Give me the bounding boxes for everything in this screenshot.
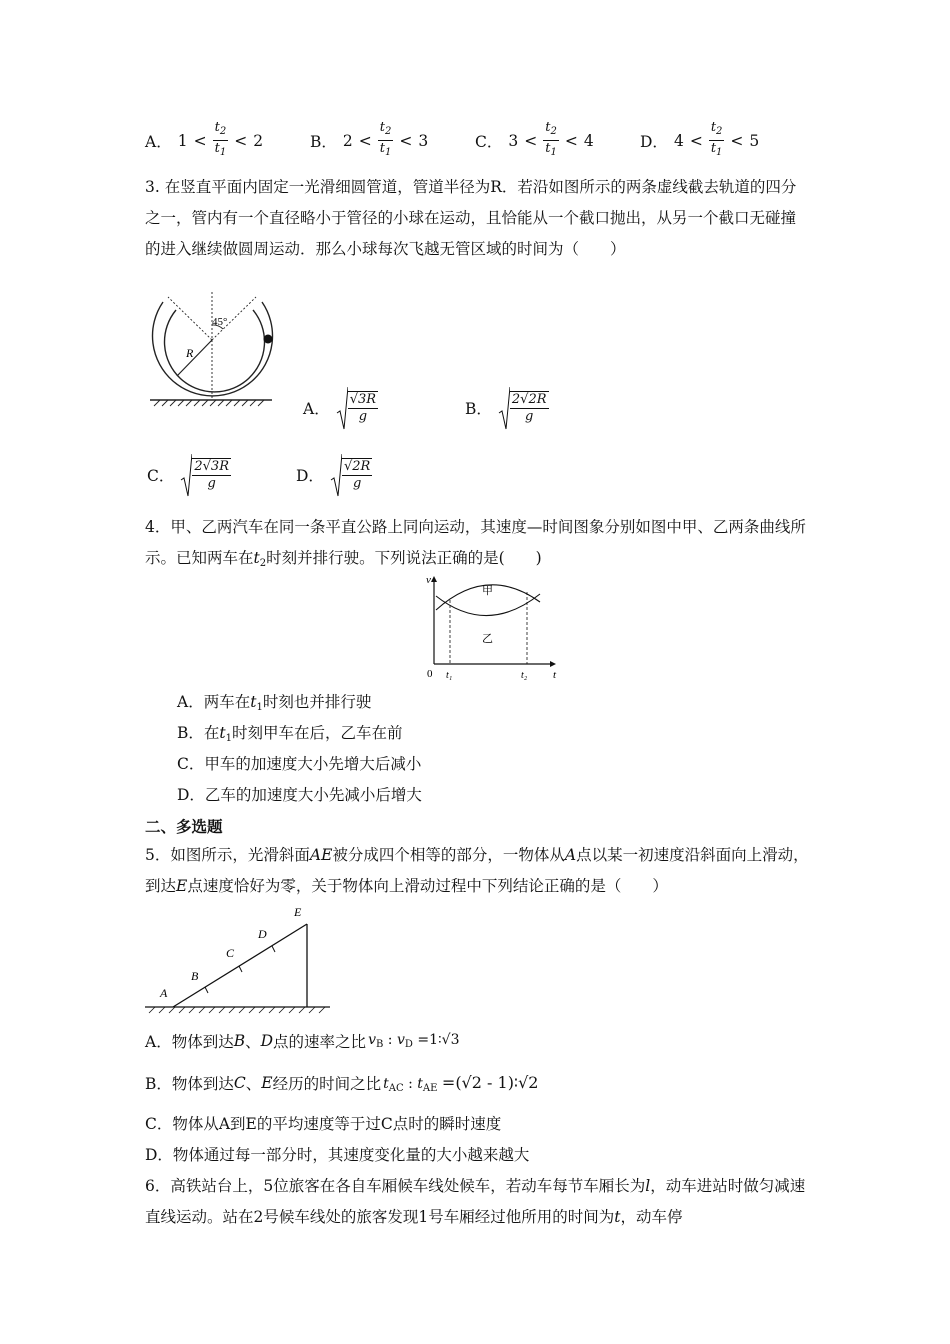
yi-curve bbox=[436, 594, 540, 616]
q4-question-text: 4．甲、乙两汽车在同一条平直公路上同向运动，其速度—时间图象分别如图中甲、乙两条曲线所示。已知两车在$t_2$时刻并排行驶。下列说法正确的是( ) bbox=[145, 518, 806, 569]
yi-label: 乙 bbox=[482, 633, 493, 645]
time-ratio-formula: $t_{AC}$ : $t_{AE} =(√2$ - 1)∶√2 bbox=[383, 1072, 539, 1094]
point-b-label: B bbox=[191, 969, 199, 983]
t-axis-label: t bbox=[553, 669, 557, 681]
section-heading-multi-choice: 二、多选题 bbox=[145, 817, 223, 836]
q4-option-a[interactable]: A．两车在$t_1$时刻也并排行驶 bbox=[177, 693, 372, 713]
q3-option-a[interactable]: A． $\frac{√3R}{g}$ bbox=[303, 385, 378, 431]
q6-question-text: 6．高铁站台上，5位旅客在各自车厢候车线处候车，若动车每节车厢长为l，动车进站时做匀减速直线运动。站在2号候车线处的旅客发现1号车厢经过他所用的时间为t，动车停 bbox=[145, 1177, 806, 1226]
ratio-fraction: $\frac{t_2}{t_1}$ bbox=[214, 120, 227, 158]
q4-option-b[interactable]: B．在$t_1$时刻甲车在后，乙车在前 bbox=[177, 724, 403, 744]
q4-option-c[interactable]: C．甲车的加速度大小先增大后减小 bbox=[177, 755, 422, 773]
q4-vt-graph bbox=[420, 572, 560, 684]
q5-incline-figure bbox=[145, 902, 335, 1017]
origin-label: 0 bbox=[427, 668, 433, 680]
jia-label: 甲 bbox=[482, 585, 493, 597]
radius-label: R bbox=[186, 346, 194, 360]
q5-option-c[interactable]: C．物体从A到E的平均速度等于过C点时的瞬时速度 bbox=[145, 1115, 502, 1133]
q2-option-b[interactable]: B． 2 < $\frac{t_2}{t_1}$ < 3 bbox=[310, 120, 428, 161]
ratio-fraction: $\frac{t_2}{t_1}$ bbox=[379, 120, 392, 158]
point-c-label: C bbox=[226, 946, 235, 960]
t1-label: t₁ bbox=[446, 670, 453, 681]
ball bbox=[264, 335, 273, 344]
ratio-fraction: $\frac{t_2}{t_1}$ bbox=[710, 120, 723, 158]
q2-option-c[interactable]: C． 3 < $\frac{t_2}{t_1}$ < 4 bbox=[475, 120, 594, 161]
q3-option-b[interactable]: B． $\frac{2√2R}{g}$ bbox=[465, 385, 549, 431]
sqrt-expression: $\frac{√2R}{g}$ bbox=[330, 452, 372, 498]
sqrt-expression: $\frac{√3R}{g}$ bbox=[336, 385, 378, 431]
radius-line bbox=[177, 340, 212, 376]
q5-option-b[interactable]: B．物体到达 C 、 E 经历的时间之比 $t_{AC}$ : $t_{AE} =(√2$ - 1)∶√2 bbox=[145, 1072, 539, 1094]
point-a-label: A bbox=[160, 986, 168, 1000]
q5-option-a[interactable]: A．物体到达 B 、 D 点的速率之比 $v_B$ : $v_D$ =1∶√3 bbox=[145, 1032, 460, 1051]
angle-label: 45° bbox=[212, 316, 228, 328]
q5-question-text: 5．如图所示，光滑斜面AE被分成四个相等的部分，一物体从A点以某一初速度沿斜面向上滑动，到达E点速度恰好为零，关于物体向上滑动过程中下列结论正确的是（ ） bbox=[145, 846, 809, 895]
point-e-label: E bbox=[294, 905, 302, 919]
q3-option-c[interactable]: C． $\frac{2√3R}{g}$ bbox=[147, 452, 231, 498]
q2-option-a[interactable]: A． 1 < $\frac{t_2}{t_1}$ < 2 bbox=[145, 120, 263, 161]
sqrt-expression: $\frac{2√2R}{g}$ bbox=[498, 385, 549, 431]
ratio-fraction: $\frac{t_2}{t_1}$ bbox=[545, 120, 557, 158]
cut-dashed-line-left bbox=[168, 297, 212, 340]
q3-question-text: 3. 在竖直平面内固定一光滑细圆管道，管道半径为R．若沿如图所示的两条虚线截去轨道的四分之一，管内有一个直径略小于管径的小球在运动，且恰能从一个截口抛出，从另一个截口无碰撞的进入继续做圆周运动．那么小球每次飞越无管区域的时间为（ ） bbox=[145, 178, 797, 258]
q3-tube-figure bbox=[150, 292, 275, 407]
incline-line bbox=[173, 924, 307, 1007]
sqrt-expression: $\frac{2√3R}{g}$ bbox=[180, 452, 231, 498]
v-axis-label: v bbox=[426, 574, 431, 586]
t2-label: t₂ bbox=[521, 670, 528, 681]
q2-option-d[interactable]: D． 4 < $\frac{t_2}{t_1}$ < 5 bbox=[640, 120, 759, 161]
q4-option-d[interactable]: D．乙车的加速度大小先减小后增大 bbox=[177, 786, 422, 804]
point-d-label: D bbox=[258, 927, 267, 941]
q5-option-d[interactable]: D．物体通过每一部分时，其速度变化量的大小越来越大 bbox=[145, 1146, 530, 1164]
q3-option-d[interactable]: D． $\frac{√2R}{g}$ bbox=[296, 452, 372, 498]
ground-hatch bbox=[154, 400, 264, 406]
speed-ratio-formula: $v_B$ : $v_D$ =1∶√3 bbox=[368, 1032, 460, 1050]
